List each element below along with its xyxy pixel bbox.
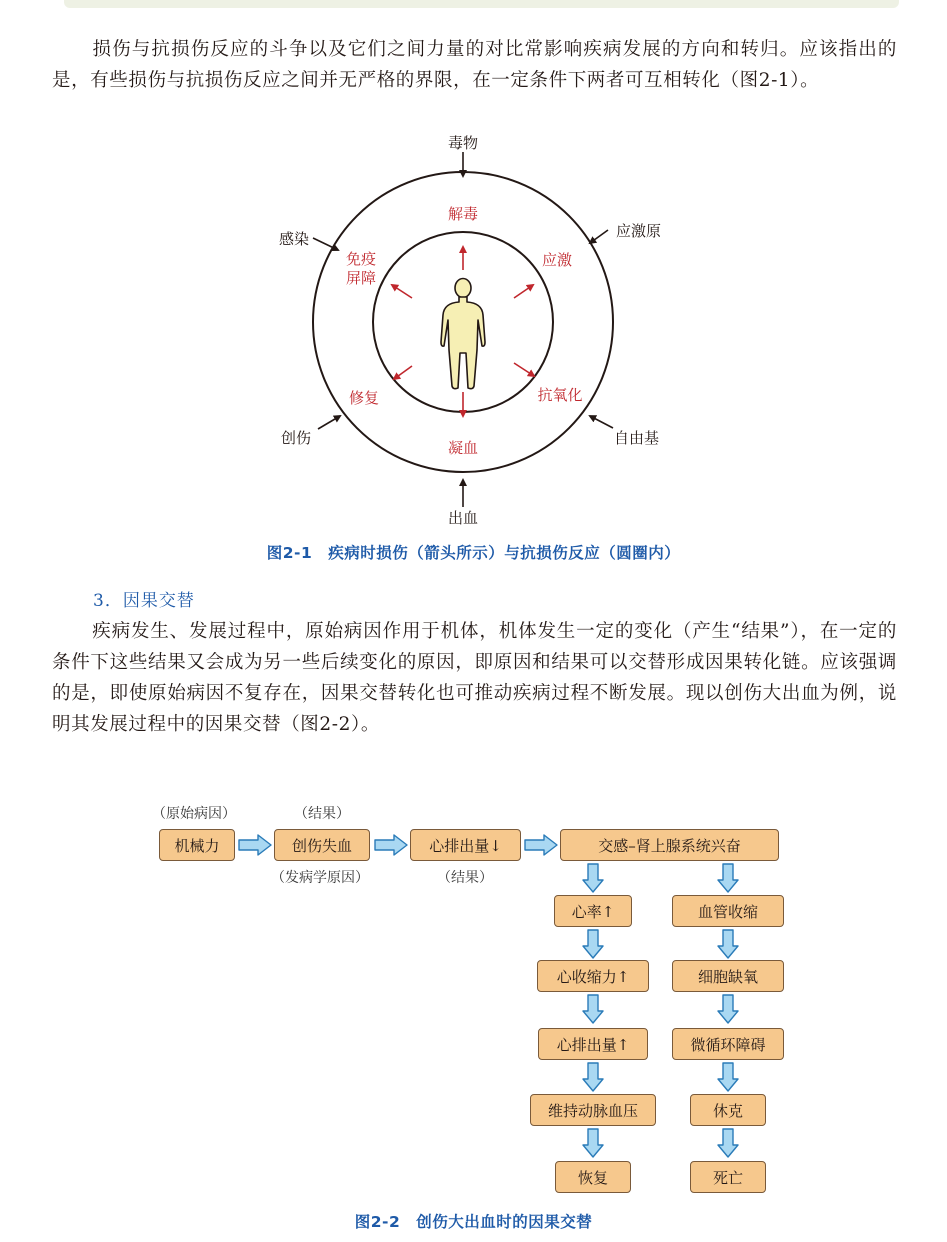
arrow-inner-upper-left (392, 285, 412, 298)
figure-1-caption: 图2-1 疾病时损伤（箭头所示）与抗损伤反应（圆圈内） (266, 544, 681, 562)
down-arrow-left-2 (582, 929, 604, 959)
note-pathogenic-cause: （发病学原因） (271, 870, 369, 886)
box-cardiac-output-down: 心排出量↓ (410, 829, 521, 861)
label-stressor: 应激原 (616, 222, 662, 240)
right-arrow-2 (374, 834, 408, 856)
box-vasoconstriction: 血管收缩 (672, 895, 784, 927)
box-maintain-bp: 维持动脉血压 (530, 1094, 656, 1126)
note-original-cause: （原始病因） (152, 806, 236, 822)
paragraph-2-text: 疾病发生、发展过程中，原始病因作用于机体，机体发生一定的变化（产生“结果”），在一定的条件下这些结果又会成为另一些后续变化的原因，即原因和结果可以交替形成因果转化链。应该强调的是，即使原始病因不复存在，因果交替转化也可推动疾病过程不断发展。现以创伤大出血为例，说明其发展过程中的因果交替（图2-2）。 (52, 621, 897, 735)
label-antioxidation: 抗氧化 (537, 386, 583, 404)
box-heart-rate-up: 心率↑ (554, 895, 632, 927)
figure-2-caption: 图2-2 创伤大出血时的因果交替 (354, 1213, 593, 1231)
arrow-stressor (590, 230, 608, 243)
figure-damage-circle (0, 120, 947, 540)
right-arrow-3 (524, 834, 558, 856)
box-contractility-up: 心收缩力↑ (537, 960, 649, 992)
down-arrow-right-4 (717, 1062, 739, 1092)
down-arrow-right-5 (717, 1128, 739, 1158)
paragraph-damage-antidamage (52, 34, 897, 96)
paragraph-1-text: 损伤与抗损伤反应的斗争以及它们之间力量的对比常影响疾病发展的方向和转归。应该指出的是，有些损伤与抗损伤反应之间并无严格的界限，在一定条件下两者可互相转化（图2-1）。 (52, 39, 897, 91)
note-result-2: （结果） (437, 870, 493, 886)
note-result-1: （结果） (294, 806, 350, 822)
box-sympathetic-adrenal: 交感–肾上腺系统兴奋 (560, 829, 779, 861)
label-infection: 感染 (279, 230, 310, 248)
label-repair: 修复 (348, 389, 380, 407)
label-stress: 应激 (541, 251, 573, 269)
top-decorative-band (64, 0, 899, 8)
label-coagulation: 凝血 (447, 439, 479, 457)
box-shock: 休克 (690, 1094, 766, 1126)
arrow-inner-lower-left (394, 366, 412, 379)
down-arrow-right-1 (717, 863, 739, 893)
down-arrow-left-3 (582, 994, 604, 1024)
box-trauma-blood-loss: 创伤失血 (274, 829, 370, 861)
label-immune-barrier: 免疫屏障 (345, 250, 377, 287)
section-heading: 3．因果交替 (93, 591, 195, 611)
paragraph-causal-alternation (52, 616, 897, 740)
box-death: 死亡 (690, 1161, 766, 1193)
human-body-icon (441, 279, 485, 389)
label-free-radical: 自由基 (614, 429, 660, 447)
box-microcirculation-disorder: 微循环障碍 (672, 1028, 784, 1060)
arrow-inner-lower-right (514, 363, 534, 376)
down-arrow-left-5 (582, 1128, 604, 1158)
down-arrow-left-4 (582, 1062, 604, 1092)
arrow-inner-upper-right (514, 285, 533, 298)
arrow-free-radical (590, 416, 613, 428)
label-trauma: 创伤 (281, 429, 312, 447)
down-arrow-right-3 (717, 994, 739, 1024)
label-detox: 解毒 (447, 205, 479, 223)
label-toxin: 毒物 (447, 134, 479, 152)
figure-causal-chain (0, 795, 947, 1205)
box-mechanical-force: 机械力 (159, 829, 235, 861)
down-arrow-right-2 (717, 929, 739, 959)
right-arrow-1 (238, 834, 272, 856)
down-arrow-left-1 (582, 863, 604, 893)
arrow-trauma (318, 416, 340, 429)
box-recovery: 恢复 (555, 1161, 631, 1193)
box-cardiac-output-up: 心排出量↑ (538, 1028, 648, 1060)
label-bleeding: 出血 (447, 509, 479, 527)
box-cell-hypoxia: 细胞缺氧 (672, 960, 784, 992)
